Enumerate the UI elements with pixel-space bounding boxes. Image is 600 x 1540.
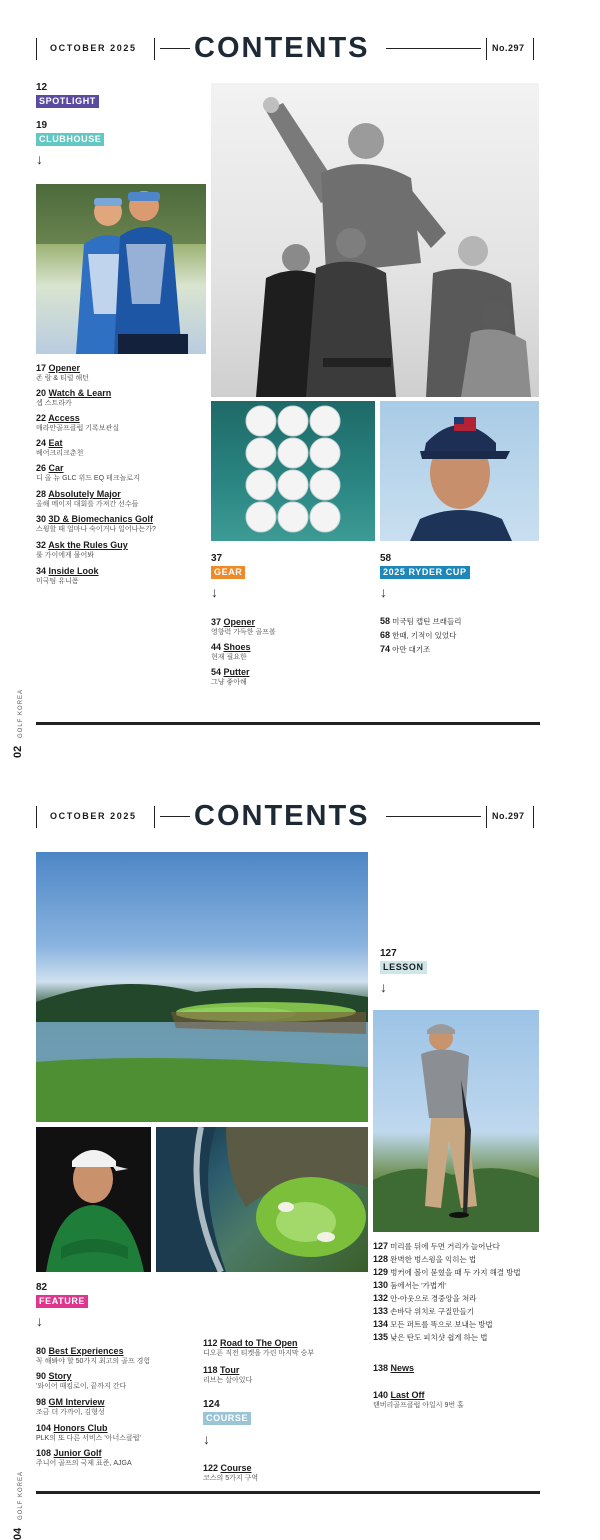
down-arrow-icon: ↓ [203, 1431, 210, 1447]
list-item[interactable]: 112 Road to The Open 디오픈 직전 티켓을 가린 마지막 승부 [203, 1338, 315, 1357]
lesson-badge[interactable]: LESSON [380, 961, 427, 974]
list-item[interactable]: 130 둠에서는 '가볍게' [373, 1280, 446, 1290]
list-item[interactable]: 32 Ask the Rules Guy 룰 가이에게 물어봐 [36, 540, 128, 559]
celebration-photo [211, 83, 539, 397]
list-item[interactable]: 128 완벽한 벙스윙을 익히는 법 [373, 1254, 477, 1264]
list-item[interactable]: 122 Course 코스의 5가지 구역 [203, 1463, 259, 1482]
issue-number: No.297 [492, 811, 525, 821]
list-item[interactable]: 104 Honors Club PLK의 또 다른 서비스 '아너스클럽' [36, 1423, 141, 1442]
list-item[interactable]: 20 Watch & Learn 셉 스트라카 [36, 388, 112, 407]
list-item[interactable]: 108 Junior Golf 주니어 골프의 국제 표준, AJGA [36, 1448, 132, 1467]
spotlight-page-number: 12 [36, 82, 48, 93]
golfers-photo [36, 184, 206, 354]
list-item[interactable]: 54 Putter 그냥 좋아해 [211, 667, 250, 686]
bottom-rule [36, 722, 540, 725]
list-item[interactable]: 17 Opener 존 람 & 티럴 해턴 [36, 363, 90, 382]
list-item[interactable]: 24 Eat 베어크리크춘천 [36, 438, 84, 457]
ryder-cup-badge[interactable]: 2025 RYDER CUP [380, 566, 470, 579]
contents-page-2 [0, 768, 600, 1540]
list-item[interactable]: 133 손바닥 위치로 구질만들기 [373, 1306, 474, 1316]
list-item[interactable]: 68 한때, 기적이 있었다 [380, 630, 457, 640]
clubhouse-page-number: 19 [36, 120, 48, 131]
list-item[interactable]: 138 News [373, 1363, 415, 1373]
issue-number: No.297 [492, 43, 525, 53]
down-arrow-icon: ↓ [36, 151, 43, 167]
lesson-golfer-photo [373, 1010, 539, 1232]
list-item[interactable]: 135 낮은 탄도 피치샷 쉽게 하는 법 [373, 1332, 488, 1342]
down-arrow-icon: ↓ [380, 979, 387, 995]
down-arrow-icon: ↓ [211, 584, 218, 600]
gear-badge[interactable]: GEAR [211, 566, 245, 579]
list-item[interactable]: 74 아만 대기조 [380, 644, 431, 654]
list-item[interactable]: 134 모든 퍼트를 똑으로 보내는 방법 [373, 1319, 493, 1329]
bottom-rule [36, 1491, 540, 1494]
list-item[interactable]: 58 미국팀 캡틴 브래들리 [380, 616, 462, 626]
golfer-portrait-photo [36, 1127, 151, 1272]
list-item[interactable]: 118 Tour 리브는 살아있다 [203, 1365, 253, 1384]
page-header [36, 800, 534, 832]
island-green-photo [36, 852, 368, 1122]
list-item[interactable]: 37 Opener 영향력 가득한 골프볼 [211, 617, 276, 636]
down-arrow-icon: ↓ [36, 1313, 43, 1329]
page-header [36, 32, 534, 64]
feature-badge[interactable]: FEATURE [36, 1295, 88, 1308]
issue-date: OCTOBER 2025 [50, 43, 137, 53]
spotlight-badge[interactable]: SPOTLIGHT [36, 95, 99, 108]
down-arrow-icon: ↓ [380, 584, 387, 600]
list-item[interactable]: 34 Inside Look 미국팀 유니폼 [36, 566, 99, 585]
page-title: CONTENTS [194, 32, 370, 64]
list-item[interactable]: 98 GM Interview 조금 더 가까이, 김형성 [36, 1397, 105, 1416]
list-item[interactable]: 90 Story '와이어 때킴로이, 끝까지 간다 [36, 1371, 127, 1390]
list-item[interactable]: 80 Best Experiences 꼭 해봐야 할 50가지 최고의 골프 경험 [36, 1346, 151, 1365]
issue-date: OCTOBER 2025 [50, 811, 137, 821]
course-page-number: 124 [203, 1399, 220, 1410]
list-item[interactable]: 30 3D & Biomechanics Golf 스윙할 때 얼마나 숙이거나 일어나는가? [36, 514, 156, 533]
feature-page-number: 82 [36, 1282, 48, 1293]
list-item[interactable]: 140 Last Off 탠버리골프클럽 아일시 9번 홀 [373, 1390, 464, 1409]
course-badge[interactable]: COURSE [203, 1412, 251, 1425]
aerial-course-photo [156, 1127, 368, 1272]
ryder-cup-page-number: 58 [380, 553, 392, 564]
list-item[interactable]: 44 Shoes 현재 필요한 [211, 642, 251, 661]
list-item[interactable]: 28 Absolutely Major 올해 메이저 대회를 가져간 선수들 [36, 489, 139, 508]
list-item[interactable]: 132 안-아웃으로 경중앙을 쳐라 [373, 1293, 477, 1303]
contents-page-1 [0, 0, 600, 760]
gear-page-number: 37 [211, 553, 223, 564]
list-item[interactable]: 26 Car 디 올 뉴 GLC 위드 EQ 테크놀로지 [36, 463, 140, 482]
list-item[interactable]: 129 벙커에 볼이 묻혔을 때 두 가지 해결 방법 [373, 1267, 521, 1277]
golfer-portrait-photo [380, 401, 539, 541]
page-folio: GOLF KOREA 04 [12, 1470, 24, 1540]
clubhouse-badge[interactable]: CLUBHOUSE [36, 133, 104, 146]
golf-balls-photo [211, 401, 375, 541]
list-item[interactable]: 127 미리를 뒤에 두면 거리가 늘어난다 [373, 1241, 500, 1251]
list-item[interactable]: 22 Access 매라안골프클럽 기록보관실 [36, 413, 120, 432]
page-folio: GOLF KOREA 02 [12, 688, 24, 758]
lesson-page-number: 127 [380, 948, 397, 959]
page-title: CONTENTS [194, 800, 370, 832]
